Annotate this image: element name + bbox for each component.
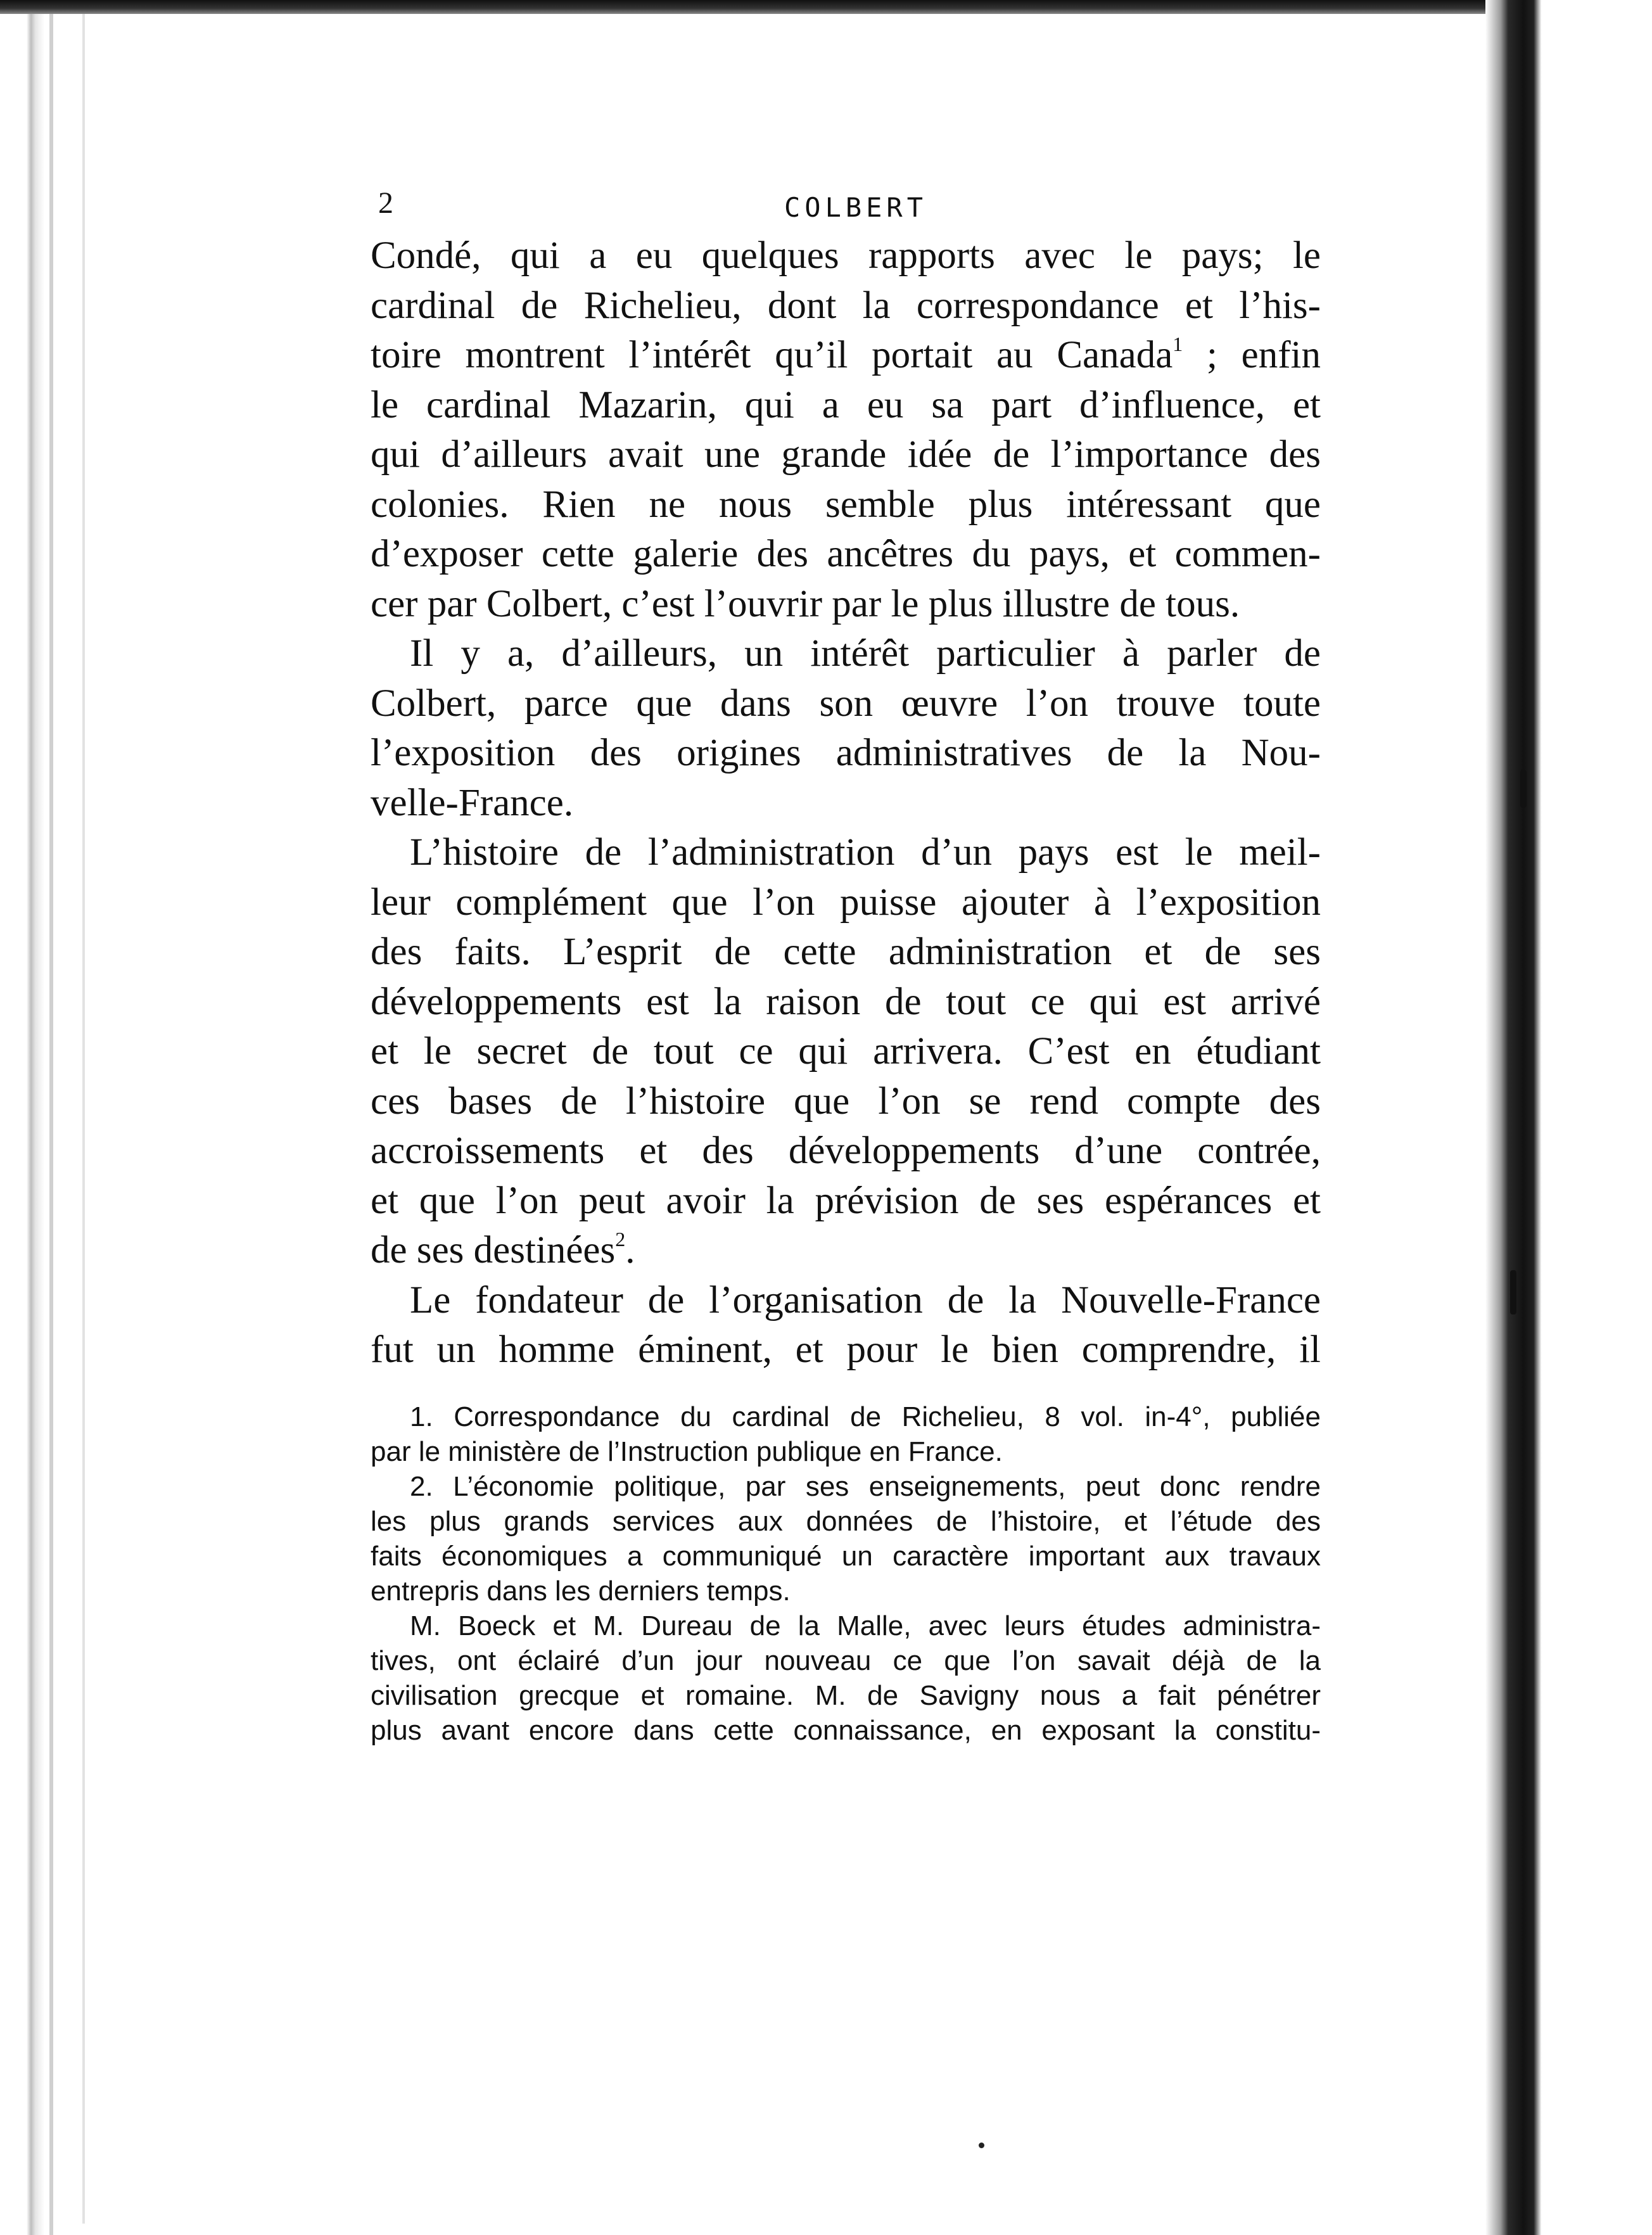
text-line: colonies. Rien ne nous semble plus intéressant que <box>371 483 1321 526</box>
text-segment: de ses destinées <box>371 1229 616 1271</box>
footnote-line: 1. Correspondance du cardinal de Richelieu, 8 vol. in-4°, publiée <box>410 1401 1321 1432</box>
footnote-line: M. Boeck et M. Dureau de la Malle, avec leurs études administra- <box>410 1610 1321 1641</box>
text-line: L’histoire de l’administration d’un pays est le meil- <box>410 831 1321 874</box>
gutter-mark <box>1520 770 1527 808</box>
text-line: et le secret de tout ce qui arrivera. C’est en étudiant <box>371 1030 1321 1073</box>
footnote-line: entrepris dans les derniers temps. <box>371 1575 791 1607</box>
text-line: Il y a, d’ailleurs, un intérêt particulier à parler de <box>410 632 1321 675</box>
left-page-edge-inner <box>82 13 85 2224</box>
text-line: cardinal de Richelieu, dont la correspondance et l’his- <box>371 284 1321 327</box>
text-line: cer par Colbert, c’est l’ouvrir par le plus illustre de tous. <box>371 582 1240 625</box>
body-text <box>371 231 1321 1375</box>
left-scan-margin <box>0 0 44 2235</box>
text-line: l’exposition des origines administratives de la Nou- <box>371 732 1321 774</box>
footnote-3 <box>371 1608 1321 1748</box>
footnotes <box>371 1399 1321 1748</box>
paragraph-2 <box>371 629 1321 828</box>
paragraph-1 <box>371 231 1321 629</box>
footnote-line: tives, ont éclairé d’un jour nouveau ce que l’on savait déjà de la <box>371 1645 1321 1676</box>
text-line <box>371 331 1321 381</box>
text-line: ces bases de l’histoire que l’on se rend compte des <box>371 1079 1321 1123</box>
running-title: COLBERT <box>784 192 928 223</box>
text-segment: toire montrent l’intérêt qu’il portait au Canada <box>371 334 1173 376</box>
footnote-line: plus avant encore dans cette connaissance, en exposant la constitu- <box>371 1714 1321 1746</box>
running-head <box>371 181 1321 231</box>
footnote-line: par le ministère de l’Instruction publique en France. <box>371 1436 1003 1467</box>
footnote-2 <box>371 1469 1321 1608</box>
text-line: le cardinal Mazarin, qui a eu sa part d’influence, et <box>371 383 1321 426</box>
text-line: des faits. L’esprit de cette administration et de ses <box>371 931 1321 973</box>
text-line: Colbert, parce que dans son œuvre l’on trouve toute <box>371 682 1321 725</box>
left-page-edge <box>49 0 53 2235</box>
text-line: développements est la raison de tout ce qui est arrivé <box>371 980 1321 1023</box>
text-line: d’exposer cette galerie des ancêtres du pays, et commen- <box>371 533 1321 575</box>
book-page <box>371 181 1321 1748</box>
text-line: qui d’ailleurs avait une grande idée de l’importance des <box>371 433 1321 476</box>
page-speck <box>979 2143 984 2148</box>
paragraph-3 <box>371 828 1321 1276</box>
text-line: velle-France. <box>371 781 574 824</box>
text-line <box>371 1226 1321 1276</box>
page-number: 2 <box>378 186 393 220</box>
footnote-line: faits économiques a communiqué un caractère important aux travaux <box>371 1540 1321 1572</box>
paragraph-4 <box>371 1276 1321 1375</box>
footnote-ref-1[interactable]: 1 <box>1172 333 1183 355</box>
text-line: fut un homme éminent, et pour le bien comprendre, il <box>371 1328 1321 1371</box>
text-line: Condé, qui a eu quelques rapports avec le pays; le <box>371 234 1321 277</box>
text-segment: ; enfin <box>1207 334 1321 376</box>
top-scan-border <box>0 0 1652 14</box>
book-gutter <box>1485 0 1523 2235</box>
text-segment: . <box>625 1229 635 1271</box>
footnote-line: les plus grands services aux données de l’histoire, et l’étude des <box>371 1505 1321 1537</box>
text-line: leur complément que l’on puisse ajouter à l’exposition <box>371 881 1321 924</box>
footnote-1 <box>371 1399 1321 1469</box>
footnote-line: 2. L’économie politique, par ses enseignements, peut donc rendre <box>410 1470 1321 1502</box>
facing-page-edge <box>1523 0 1652 2235</box>
gutter-mark <box>1510 1270 1516 1315</box>
text-line: accroissements et des développements d’une contrée, <box>371 1130 1321 1172</box>
text-line: et que l’on peut avoir la prévision de ses espérances et <box>371 1179 1321 1222</box>
footnote-ref-2[interactable]: 2 <box>615 1228 626 1251</box>
footnote-line: civilisation grecque et romaine. M. de Savigny nous a fait pénétrer <box>371 1679 1321 1711</box>
text-line: Le fondateur de l’organisation de la Nouvelle-France <box>410 1278 1321 1321</box>
